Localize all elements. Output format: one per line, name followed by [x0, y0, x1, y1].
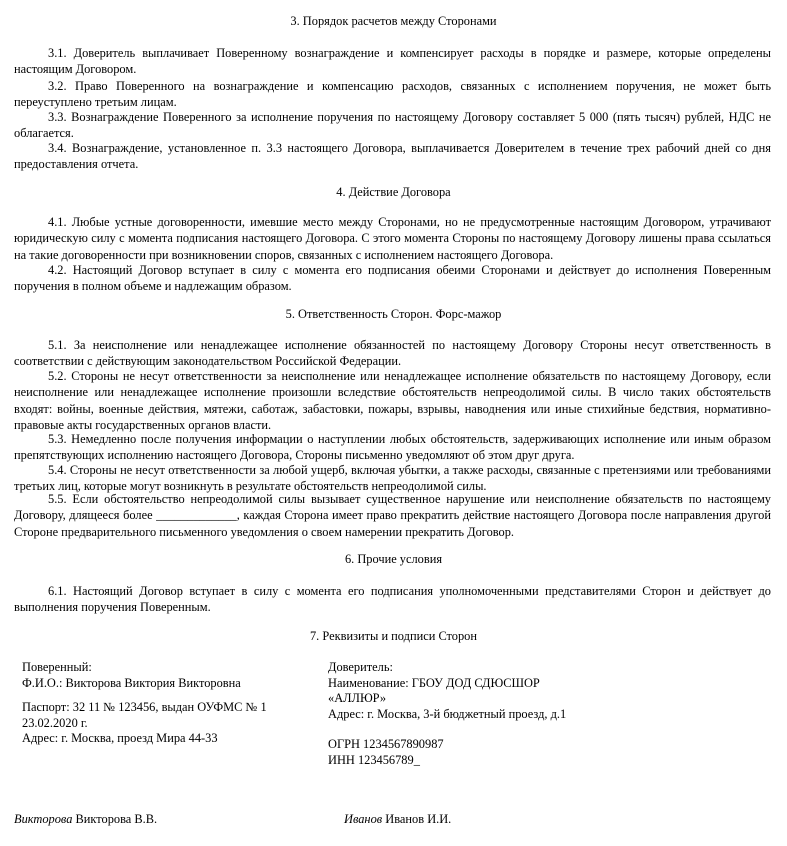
attorney-signature-script: Викторова [14, 812, 73, 826]
principal-signature [344, 812, 451, 827]
section-4-title: 4. Действие Договора [336, 185, 451, 199]
attorney-passport-date: 23.02.2020 г. [22, 715, 88, 730]
attorney-signature [14, 812, 157, 827]
principal-details [328, 660, 768, 768]
paragraph-5-2: 5.2. Стороны не несут ответственности за неисполнение или ненадлежащее исполнение обязательств по настоящему Договору, если неисполнение или ненадлежащее исполнение произошли вследствие обстоятельств непреодолимой силы. В число таких обстоятельств входят: войны, военные действия, мятежи, саботаж, забастовки, пожары, взрывы, наводнения или иные стихийные бедствия, нормативно-правовые акты государственных органов власти. [14, 369, 771, 432]
attorney-heading: Поверенный: [22, 660, 92, 674]
principal-signature-script: Иванов [344, 812, 383, 826]
paragraph-3-1: 3.1. Доверитель выплачивает Поверенному вознаграждение и компенсирует расходы в порядке и размере, которые определены настоящим Договором. [14, 46, 771, 77]
paragraph-5-1: 5.1. За неисполнение или ненадлежащее исполнение обязанностей по настоящему Договору Стороны несут ответственность в соответствии с действующим законодательством Российской Федерации. [14, 338, 771, 369]
section-3-title: 3. Порядок расчетов между Сторонами [290, 14, 497, 28]
section-5-title: 5. Ответственность Сторон. Форс-мажор [285, 307, 502, 321]
principal-inn: ИНН 123456789_ [328, 752, 420, 767]
principal-name-continued: «АЛЛЮР» [328, 691, 387, 705]
principal-name: Наименование: ГБОУ ДОД СДЮСШОР [328, 675, 540, 690]
attorney-name: Ф.И.О.: Викторова Виктория Викторовна [22, 675, 241, 690]
paragraph-5-5: 5.5. Если обстоятельство непреодолимой силы вызывает существенное нарушение или неисполнение обязательств по настоящему Договору, длящееся более _____________, каждая Сторона имеет право прекратить действие настоящего Договора после направления другой Стороне предварительного письменного уведомления о своем намерении прекратить Договор. [14, 492, 771, 539]
principal-signature-name: Иванов И.И. [385, 812, 452, 826]
attorney-passport: Паспорт: 32 11 № 123456, выдан ОУФМС № 1 [22, 700, 267, 714]
principal-ogrn: ОГРН 1234567890987 [328, 737, 444, 751]
paragraph-5-4: 5.4. Стороны не несут ответственности за любой ущерб, включая убытки, а также расходы, связанные с претензиями или требованиями третьих лиц, которые могут возникнуть в результате обстоятельств непреодолимой силы. [14, 463, 771, 494]
paragraph-3-2: 3.2. Право Поверенного на вознаграждение и компенсацию расходов, связанных с исполнением поручения, не может быть переуступлено третьим лицам. [14, 79, 771, 110]
section-6-title: 6. Прочие условия [344, 552, 443, 566]
attorney-signature-name: Викторова В.В. [75, 812, 158, 826]
paragraph-5-3: 5.3. Немедленно после получения информации о наступлении любых обстоятельств, задерживающих исполнение или иным образом препятствующих исполнению настоящего Договора, Стороны письменно уведомляют об этом друг друга. [14, 432, 771, 463]
paragraph-3-3: 3.3. Вознаграждение Поверенного за исполнение поручения по настоящему Договору составляет 5 000 (пять тысяч) рублей, НДС не облагается. [14, 110, 771, 141]
paragraph-4-1: 4.1. Любые устные договоренности, имевшие место между Сторонами, но не предусмотренные настоящим Договором, утрачивают юридическую силу с момента подписания настоящего Договора. С этого момента Стороны по настоящему Договору лишены права ссылаться на такие договоренности при возникновении споров, связанных с исполнением настоящего Договора. [14, 215, 771, 262]
paragraph-4-2: 4.2. Настоящий Договор вступает в силу с момента его подписания обеими Сторонами и действует до исполнения Поверенным поручения в полном объеме и надлежащим образом. [14, 263, 771, 294]
paragraph-3-4: 3.4. Вознаграждение, установленное п. 3.3 настоящего Договора, выплачивается Доверителем в течение трех рабочий дней со дня предоставления отчета. [14, 141, 771, 172]
principal-heading: Доверитель: [328, 660, 393, 674]
attorney-address: Адрес: г. Москва, проезд Мира 44-33 [22, 731, 218, 745]
attorney-details [22, 660, 312, 747]
paragraph-6-1: 6.1. Настоящий Договор вступает в силу с момента его подписания уполномоченными представителями Сторон и действует до выполнения поручения Поверенным. [14, 584, 771, 615]
section-7-title: 7. Реквизиты и подписи Сторон [309, 629, 478, 643]
principal-address: Адрес: г. Москва, 3-й бюджетный проезд, д.1 [328, 706, 567, 721]
